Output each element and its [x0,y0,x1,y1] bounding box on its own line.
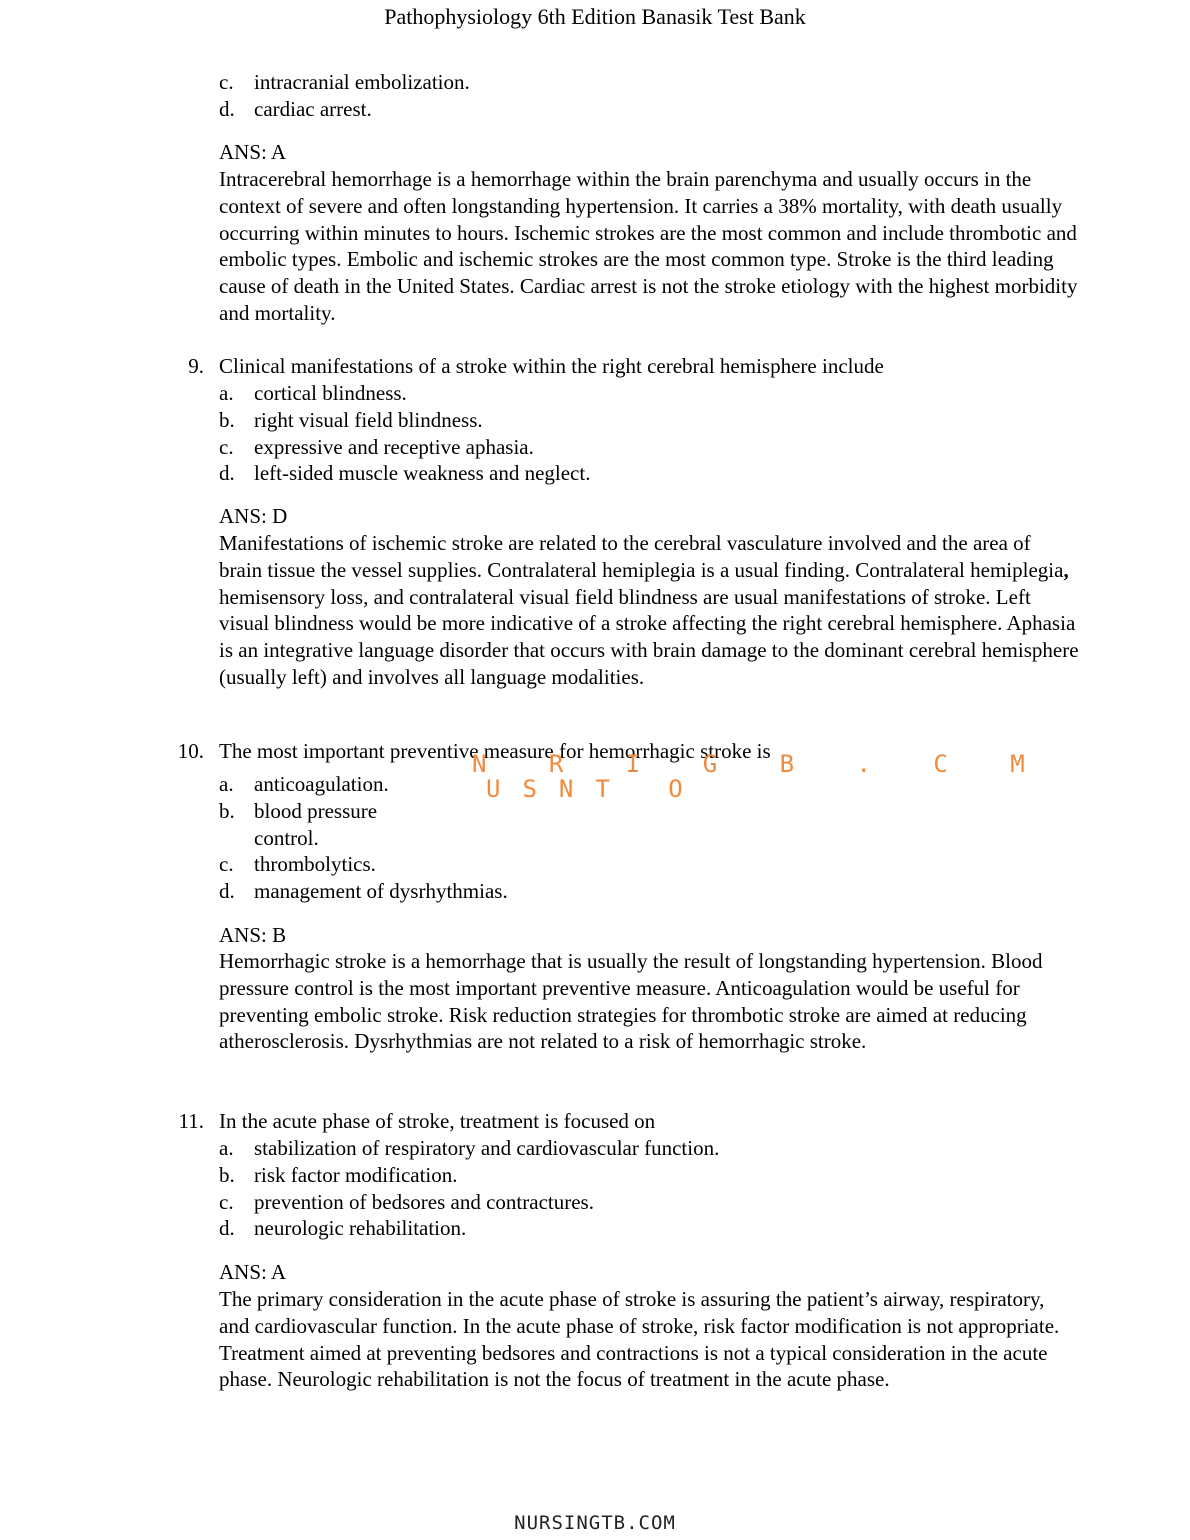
option-letter: c. [219,1189,234,1214]
q8-options [219,69,470,123]
q10-options [219,771,508,905]
q11-option-d [219,1215,719,1242]
q9-option-a [219,380,590,407]
option-text: left-sided muscle weakness and neglect. [254,461,591,486]
option-text: expressive and receptive aphasia. [254,434,534,459]
q11-options [219,1135,719,1242]
q10-rationale: Hemorrhagic stroke is a hemorrhage that is usually the result of longstanding hypertension. Blood pressure control is the most important preventive measure. Anticoagulation would be useful for preventing embolic stroke. Risk reduction strategies for thrombotic stroke are aimed at reducing atherosclerosis. Dysrhythmias are not related to a risk of hemorrhagic stroke. [219,949,1043,1054]
option-text: intracranial embolization. [254,70,470,94]
option-letter: d. [219,1216,235,1241]
option-letter: b. [219,407,235,432]
option-text: anticoagulation. [254,772,389,796]
option-letter: c. [219,434,234,459]
q8-answer: ANS: A [219,140,287,164]
q8-option-d [219,96,470,123]
page-header-title: Pathophysiology 6th Edition Banasik Test Bank [384,4,806,29]
q11-answer: ANS: A [219,1260,287,1284]
option-letter: d. [219,879,235,904]
q10-option-d [219,878,508,905]
q11-stem: In the acute phase of stroke, treatment is focused on [219,1109,656,1133]
option-letter: c. [219,852,234,877]
q10-number: 10. [177,739,204,763]
page-footer-site[interactable]: NURSINGTB.COM [514,1512,676,1534]
option-text: right visual field blindness. [254,407,483,432]
q11-rationale: The primary consideration in the acute phase of stroke is assuring the patient’s airway, respiratory, and cardiovascular function. In the acute phase of stroke, risk factor modification is not appropriate. Treatment aimed at preventing bedsores and contractions is not a typical consideration in the acute phase. Neurologic rehabilitation is not the focus of treatment in the acute phase. [219,1287,1060,1392]
q9-option-c [219,434,590,461]
q11-option-a [219,1135,719,1162]
q9-rationale-part1: Manifestations of ischemic stroke are related to the cerebral vasculature involved and the area of brain tissue the vessel supplies. Contralateral hemiplegia is a usual finding. Contralateral hemiplegia [219,531,1064,582]
q11-number: 11. [178,1109,204,1133]
q9-option-d [219,460,590,487]
option-text: cardiac arrest. [254,96,372,121]
q9-option-b [219,407,590,434]
option-text: prevention of bedsores and contractures. [254,1189,594,1214]
q8-option-c [219,69,470,96]
q9-answer: ANS: D [219,504,288,528]
option-letter: d. [219,461,235,486]
option-letter: d. [219,96,235,121]
option-letter: b. [219,798,235,823]
q9-stem: Clinical manifestations of a stroke within the right cerebral hemisphere include [219,354,884,378]
q9-rationale-bold-comma: , [1063,557,1069,582]
q10-option-a [219,771,508,798]
q9-options [219,380,590,487]
q10-answer: ANS: B [219,923,287,947]
q10-option-c [219,851,508,878]
option-text: management of dysrhythmias. [254,879,508,904]
option-letter: a. [219,1136,234,1160]
q9-rationale-part2: hemisensory loss, and contralateral visual field blindness are usual manifestations of stroke. Left visual blindness would be more indicative of a stroke affecting the right cerebral hemisphere. Aphasia is an integrative language disorder that occurs with brain damage to the dominant cerebral hemisphere (usually left) and involves all language modalities. [219,584,1079,689]
q9-number: 9. [188,354,204,378]
q10-stem: The most important preventive measure for hemorrhagic stroke is [219,739,771,763]
option-letter: a. [219,381,234,405]
option-letter: c. [219,70,234,94]
option-letter: a. [219,772,234,796]
option-text: stabilization of respiratory and cardiovascular function. [254,1136,720,1160]
option-letter: b. [219,1162,235,1187]
option-text: neurologic rehabilitation. [254,1216,467,1241]
q11-option-b [219,1162,719,1189]
watermark-line-1: N R I G B . C M [472,750,1049,778]
option-text: blood pressure control. [254,798,378,850]
option-text: thrombolytics. [254,852,376,877]
option-text: risk factor modification. [254,1162,458,1187]
q9-rationale [219,530,1079,691]
q8-rationale: Intracerebral hemorrhage is a hemorrhage within the brain parenchyma and usually occurs in the context of severe and often longstanding hypertension. It carries a 38% mortality, with death usually occurring within minutes to hours. Ischemic strokes are the most common and include thrombotic and embolic types. Embolic and ischemic strokes are the most common type. Stroke is the third leading cause of death in the United States. Cardiac arrest is not the stroke etiology with the highest morbidity and mortality. [219,167,1078,325]
q11-option-c [219,1189,719,1216]
q10-option-b [219,798,414,852]
watermark-line-2: USNT O [486,775,705,803]
option-text: cortical blindness. [254,381,407,405]
